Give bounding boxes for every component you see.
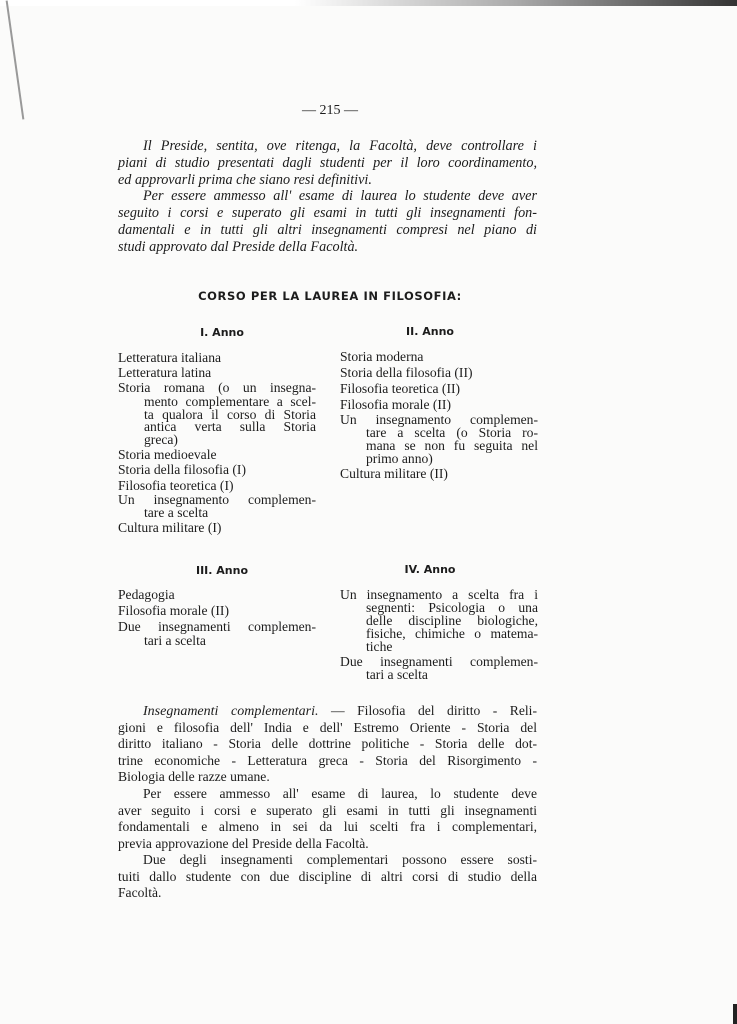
course-item: tiche (366, 639, 393, 654)
section-heading: CORSO PER LA LAUREA IN FILOSOFIA: (198, 289, 462, 303)
course-item: mento complementare a scel- (144, 394, 316, 409)
course-item: Storia della filosofia (I) (118, 462, 246, 477)
paragraph-line: seguito i corsi e superato gli esami in tutti gli insegnamenti fon- (118, 205, 537, 221)
year-heading: I. Anno (200, 326, 244, 339)
year-heading: III. Anno (195, 564, 249, 577)
course-item: Un insegnamento complemen- (118, 491, 316, 507)
paragraph-line: diritto italiano - Storia delle dottrine politiche - Storia delle dot- (118, 736, 537, 752)
course-item: Storia moderna (340, 349, 424, 364)
year-heading: IV. Anno (404, 563, 456, 576)
paragraph-line: damentali e in tutti gli altri insegnamenti compresi nel piano di (118, 222, 537, 238)
course-item: tare a scelta (o Storia ro- (366, 425, 538, 440)
course-item: primo anno) (366, 451, 433, 466)
course-item: Pedagogia (118, 587, 175, 602)
course-item: tari a scelta (366, 667, 428, 682)
course-item: Storia medioevale (118, 447, 217, 462)
paragraph-line: tuiti dallo studente con due discipline di altri corsi di studio della (118, 868, 537, 884)
course-item: Letteratura italiana (118, 350, 222, 365)
paragraph-line: previa approvazione del Preside della Facoltà. (118, 835, 369, 851)
course-item: tare a scelta (144, 504, 209, 520)
scan-right-mark (733, 1004, 737, 1024)
paragraph-text: — Filosofia del diritto - Reli- (318, 703, 537, 718)
course-item: Storia romana (o un insegna- (118, 380, 316, 395)
course-item: Filosofia teoretica (I) (118, 477, 234, 493)
paragraph-line (143, 703, 537, 719)
paragraph-line: studi approvato dal Preside della Facoltà. (118, 239, 359, 255)
course-item: mana se non fu seguita nel (366, 438, 538, 453)
scan-top-edge (0, 0, 737, 6)
course-item: ta qualora il corso di Storia (144, 406, 316, 422)
paragraph-line: Due degli insegnamenti complementari possono essere sosti- (143, 852, 537, 867)
course-item: Storia della filosofia (II) (340, 365, 473, 380)
course-item: Cultura militare (I) (118, 520, 222, 535)
paragraph-line: Biologia delle razze umane. (118, 769, 270, 785)
course-item: Cultura militare (II) (340, 466, 448, 481)
paragraph-line: ed approvarli prima che siano resi definitivi. (118, 172, 372, 188)
paragraph-line: aver seguito i corsi e superato gli esami in tutti gli insegnamenti (118, 802, 537, 818)
course-item: segnenti: Psicologia o una (366, 600, 538, 615)
paragraph-line: gioni e filosofia dell' India e dell' Estremo Oriente - Storia del (118, 719, 537, 735)
course-item: Filosofia morale (II) (340, 396, 451, 412)
course-item: greca) (144, 432, 178, 447)
paragraph-line: Il Preside, sentita, ove ritenga, la Facoltà, deve controllare i (143, 138, 537, 154)
course-item: Un insegnamento a scelta fra i (340, 587, 538, 602)
paragraph-line: Facoltà. (118, 885, 162, 901)
paragraph-line: Per essere ammesso all' esame di laurea lo studente deve aver (143, 188, 537, 204)
course-item: fisiche, chimiche o matema- (366, 626, 538, 641)
course-item: Un insegnamento complemen- (340, 412, 538, 427)
course-item: Filosofia morale (II) (118, 603, 229, 618)
course-item: delle discipline biologiche, (366, 613, 538, 628)
paragraph-line: trine economiche - Letteratura greca - Storia del Risorgimento - (118, 752, 537, 768)
scan-left-edge (6, 0, 25, 119)
paragraph-line: piani di studio presentati dagli studenti per il loro coordinamento, (118, 155, 537, 171)
course-item: antica verta sulla Storia (144, 419, 316, 434)
course-item: Due insegnamenti complemen- (118, 619, 316, 634)
paragraph-line: fondamentali e almeno in sei da lui scelti fra i complementari, (118, 819, 537, 835)
course-item: Filosofia teoretica (II) (340, 381, 461, 396)
paragraph-line: Per essere ammesso all' esame di laurea, lo studente deve (143, 786, 537, 801)
course-item: Letteratura latina (118, 365, 212, 380)
course-item: Due insegnamenti complemen- (340, 654, 538, 669)
course-item: tari a scelta (144, 633, 206, 648)
year-heading: II. Anno (406, 325, 454, 338)
page-number: — 215 — (302, 103, 358, 118)
italic-label: Insegnamenti complementari. (143, 704, 319, 719)
